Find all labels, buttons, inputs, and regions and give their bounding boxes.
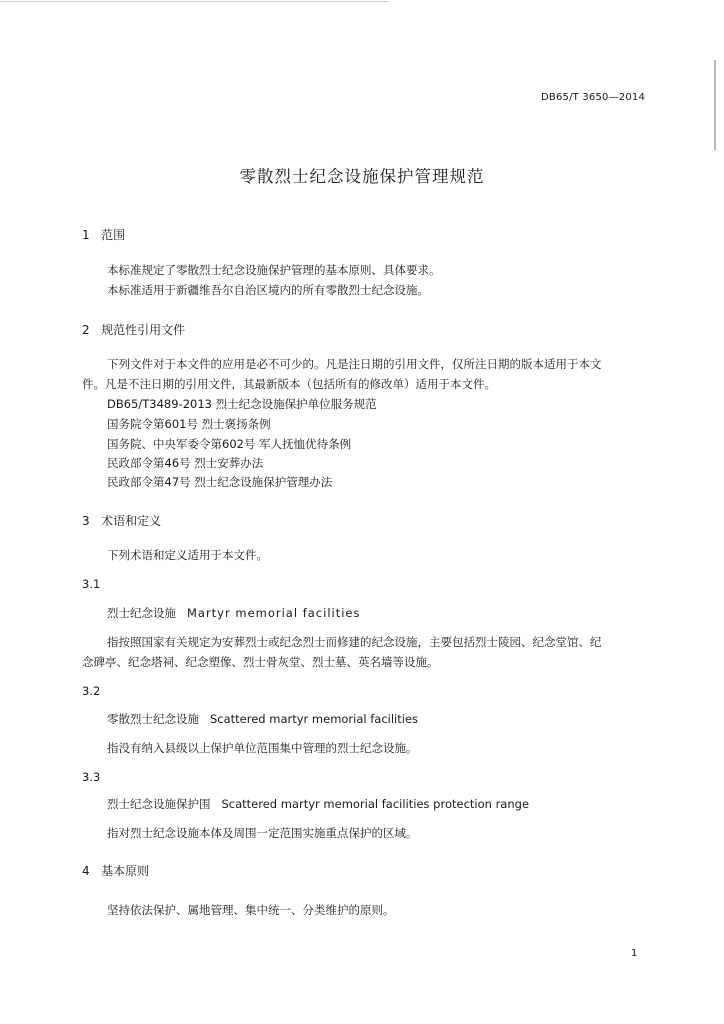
section-title: 术语和定义: [101, 514, 162, 528]
standard-code: DB65/T 3650—2014: [541, 92, 646, 103]
scan-mark-right: [714, 60, 716, 150]
section-3-heading: [82, 512, 161, 529]
reference-item: 国务院、中央军委令第602号 军人抚恤优待条例: [107, 437, 352, 451]
reference-item: DB65/T3489-2013 烈士纪念设施保护单位服务规范: [107, 397, 377, 411]
section-title: 基本原则: [101, 864, 150, 878]
term-english: Scattered martyr memorial facilities protection range: [221, 797, 530, 811]
term-name: 烈士纪念设施: [107, 606, 176, 620]
section-number: 4: [82, 864, 90, 878]
document-title: 零散烈士纪念设施保护管理规范: [239, 167, 485, 186]
definition-line: 指对烈士纪念设施本体及周围一定范围实施重点保护的区域。: [107, 826, 418, 840]
reference-item: 国务院令第601号 烈士褒扬条例: [107, 417, 271, 431]
term-name: 零散烈士纪念设施: [107, 712, 199, 726]
reference-item: 民政部令第46号 烈士安葬办法: [107, 456, 264, 470]
paragraph-line: 下列文件对于本文件的应用是必不可少的。凡是注日期的引用文件，仅所注日期的版本适用于本文: [107, 357, 602, 371]
definition-line: 念碑亭、纪念塔祠、纪念塑像、烈士骨灰堂、烈士墓、英名墙等设施。: [82, 655, 439, 669]
term-name: 烈士纪念设施保护围: [107, 797, 211, 811]
term-english: Martyr memorial facilities: [186, 606, 361, 620]
paragraph: 下列术语和定义适用于本文件。: [107, 548, 268, 562]
paragraph-line: 件。凡是不注日期的引用文件，其最新版本（包括所有的修改单）适用于本文件。: [82, 377, 496, 391]
definition-line: 指没有纳入县级以上保护单位范围集中管理的烈士纪念设施。: [107, 741, 418, 755]
term-entry: [107, 605, 360, 621]
paragraph: 本标准规定了零散烈士纪念设施保护管理的基本原则、具体要求。: [107, 263, 441, 277]
definition-line: 指按照国家有关规定为安葬烈士或纪念烈士而修建的纪念设施，主要包括烈士陵园、纪念堂馆、纪: [107, 635, 602, 649]
paragraph: 坚持依法保护、属地管理、集中统一、分类维护的原则。: [107, 903, 395, 917]
section-title: 范围: [101, 228, 126, 242]
section-1-heading: [82, 226, 125, 243]
section-title: 规范性引用文件: [101, 323, 186, 337]
subsection-number: 3.2: [82, 684, 101, 698]
term-entry: [107, 796, 529, 812]
term-english: Scattered martyr memorial facilities: [209, 712, 419, 726]
paragraph: 本标准适用于新疆维吾尔自治区境内的所有零散烈士纪念设施。: [107, 283, 429, 297]
scan-mark-top: [0, 1, 390, 2]
subsection-number: 3.3: [82, 770, 101, 784]
section-number: 1: [82, 228, 90, 242]
section-number: 3: [82, 514, 90, 528]
section-4-heading: [82, 862, 149, 879]
section-number: 2: [82, 323, 90, 337]
page-number: 1: [631, 948, 638, 959]
subsection-number: 3.1: [82, 577, 101, 591]
term-entry: [107, 711, 418, 727]
section-2-heading: [82, 321, 185, 338]
reference-item: 民政部令第47号 烈士纪念设施保护管理办法: [107, 475, 333, 489]
